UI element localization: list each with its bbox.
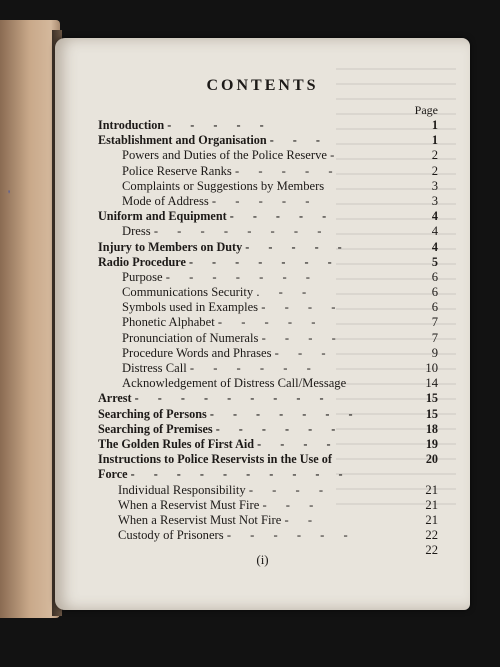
toc-entry-page: 1 xyxy=(431,118,438,132)
toc-entry xyxy=(98,315,438,330)
toc-entry-leader: - - - - - xyxy=(245,239,350,254)
toc-entry-leader: - - - - - xyxy=(167,118,272,132)
toc-entry-title: When a Reservist Must Fire xyxy=(118,497,260,512)
toc-entry xyxy=(98,331,438,346)
toc-entry-title: Pronunciation of Numerals xyxy=(122,330,259,345)
toc-entry-title: Communications Security xyxy=(122,285,254,300)
toc-entry-leader: - - - - - - - xyxy=(188,254,340,269)
toc-entry xyxy=(98,391,438,406)
table-of-contents xyxy=(98,103,438,558)
toc-entry-page: 6 xyxy=(431,285,438,300)
toc-entry-page: 3 xyxy=(431,193,438,208)
toc-entry-title: Uniform and Equipment xyxy=(98,209,227,224)
toc-entry-title: Symbols used in Examples xyxy=(122,300,259,315)
toc-entry-page: 4 xyxy=(431,239,438,254)
toc-entry-title: Complaints or Suggestions by Members xyxy=(122,178,325,193)
toc-entry-leader: . - - xyxy=(256,285,315,300)
toc-entry xyxy=(98,498,438,513)
toc-entry-leader: - - - - - - xyxy=(215,421,344,436)
toc-entry xyxy=(98,224,438,239)
toc-entry-leader: - - - xyxy=(262,497,322,512)
toc-entry-page: 21 xyxy=(425,512,438,527)
toc-entry-title: Dress xyxy=(122,224,151,239)
toc-entry-page: 4 xyxy=(431,224,438,239)
toc-entry-leader: - - - - - - xyxy=(189,361,319,375)
toc-entry-leader: - - - - - - - - - - xyxy=(130,467,351,482)
toc-entry xyxy=(98,407,438,422)
toc-entry-title: When a Reservist Must Not Fire xyxy=(118,512,282,527)
toc-entry-title: Powers and Duties of the Police Reserve xyxy=(122,148,327,163)
toc-entry-leader: - xyxy=(330,148,343,163)
toc-entry xyxy=(98,467,438,482)
toc-entry-page: 3 xyxy=(431,178,438,193)
toc-entry xyxy=(98,270,438,285)
page-folio: (i) xyxy=(256,552,269,567)
toc-entry-title: Searching of Premises xyxy=(98,421,213,436)
page-column-header: Page xyxy=(414,103,438,117)
toc-entry xyxy=(98,179,438,194)
toc-entry-leader: - - - - - - - - xyxy=(153,224,330,239)
toc-entry-page: 6 xyxy=(431,300,438,315)
toc-entry-leader: - - - - - - - xyxy=(165,269,318,284)
toc-entry-page: 4 xyxy=(431,209,438,224)
toc-entry-title: Introduction xyxy=(98,118,165,132)
page-title: CONTENTS xyxy=(206,77,319,94)
toc-entry-title: Individual Responsibility xyxy=(118,482,246,497)
toc-entry-leader: - - - xyxy=(274,345,334,360)
toc-entry-title: Injury to Members on Duty xyxy=(98,239,243,254)
toc-entry-page: 7 xyxy=(431,330,438,345)
toc-entry xyxy=(98,285,438,300)
toc-entry-title: Mode of Address xyxy=(122,193,209,208)
toc-entry-title: Instructions to Police Reservists in the Use of xyxy=(98,452,332,467)
ink-mark: ' xyxy=(8,187,11,201)
toc-entry-leader: - - xyxy=(284,512,321,527)
toc-entry xyxy=(98,437,438,452)
toc-entry-leader: - - - - xyxy=(261,300,344,315)
toc-entry-title: Distress Call xyxy=(122,361,187,375)
toc-entry-leader: - - - - - xyxy=(229,209,335,224)
toc-entry-title: Procedure Words and Phrases xyxy=(122,345,272,360)
contents-page xyxy=(55,38,470,610)
toc-entry-page: 22 xyxy=(425,543,438,558)
toc-entry-page: 7 xyxy=(431,315,438,330)
toc-entry-title: Police Reserve Ranks xyxy=(122,163,232,178)
toc-entry-page: 15 xyxy=(425,406,438,421)
toc-entry-title: Purpose xyxy=(122,269,163,284)
toc-entry xyxy=(98,240,438,255)
toc-entry xyxy=(98,194,438,209)
toc-entry xyxy=(98,422,438,437)
toc-entry-title: Searching of Persons xyxy=(98,406,207,421)
toc-entry-page: 10 xyxy=(425,361,438,375)
toc-entry-title: Radio Procedure xyxy=(98,254,186,269)
toc-entry-title: Establishment and Organisation xyxy=(98,133,267,148)
toc-entry-leader: - - - - - - - xyxy=(209,406,361,421)
toc-entry xyxy=(98,209,438,224)
toc-entry xyxy=(98,346,438,361)
toc-entry-leader: - - - - xyxy=(261,330,344,345)
toc-entry-leader: - - - - xyxy=(248,482,332,497)
toc-entry-page: 2 xyxy=(431,163,438,178)
toc-entry-leader: - - - - - xyxy=(217,315,324,330)
toc-entry xyxy=(98,300,438,315)
toc-entry-page: 6 xyxy=(431,269,438,284)
toc-entry-leader: - - - - - xyxy=(234,163,341,178)
toc-entry xyxy=(98,483,438,498)
toc-entry xyxy=(98,376,438,391)
toc-entry-title: Custody of Prisoners xyxy=(118,528,224,543)
toc-entry-leader: - - - - - xyxy=(211,193,318,208)
toc-entry-page: 14 xyxy=(425,376,438,391)
toc-entry xyxy=(98,513,438,528)
toc-entry-title: Phonetic Alphabet xyxy=(122,315,215,330)
toc-entry xyxy=(98,133,438,148)
toc-entry xyxy=(98,361,438,376)
toc-entry-page: 1 xyxy=(431,133,438,148)
toc-entry-page: 22 xyxy=(425,528,438,543)
toc-entry-page: 5 xyxy=(431,254,438,269)
facing-page xyxy=(0,20,60,618)
toc-entry-title: Force xyxy=(98,467,128,482)
toc-entry-leader: - - - - - - xyxy=(226,528,356,543)
toc-entry-page: 9 xyxy=(431,345,438,360)
toc-entry xyxy=(98,118,438,133)
toc-entry-page: 21 xyxy=(425,497,438,512)
toc-spacer xyxy=(98,110,438,118)
toc-entry xyxy=(98,255,438,270)
toc-entry-leader: - - - - xyxy=(257,436,339,451)
toc-entry xyxy=(98,528,438,543)
toc-entry-title: The Golden Rules of First Aid xyxy=(98,436,255,451)
toc-entry-page: 20 xyxy=(425,452,438,467)
toc-entry-page: 21 xyxy=(425,482,438,497)
toc-entry-page: 18 xyxy=(425,421,438,436)
toc-entry xyxy=(98,452,438,467)
toc-entry-title: Arrest xyxy=(98,391,132,406)
toc-entry-page: 2 xyxy=(431,148,438,163)
toc-entry xyxy=(98,164,438,179)
toc-entry-page: 19 xyxy=(425,436,438,451)
toc-entry xyxy=(98,148,438,163)
toc-entry-leader: - - - - - - - - - xyxy=(134,391,332,406)
toc-entry-title: Acknowledgement of Distress Call/Message xyxy=(122,376,347,391)
toc-entry-leader: - - - xyxy=(269,133,328,148)
toc-entry-page: 15 xyxy=(425,391,438,406)
